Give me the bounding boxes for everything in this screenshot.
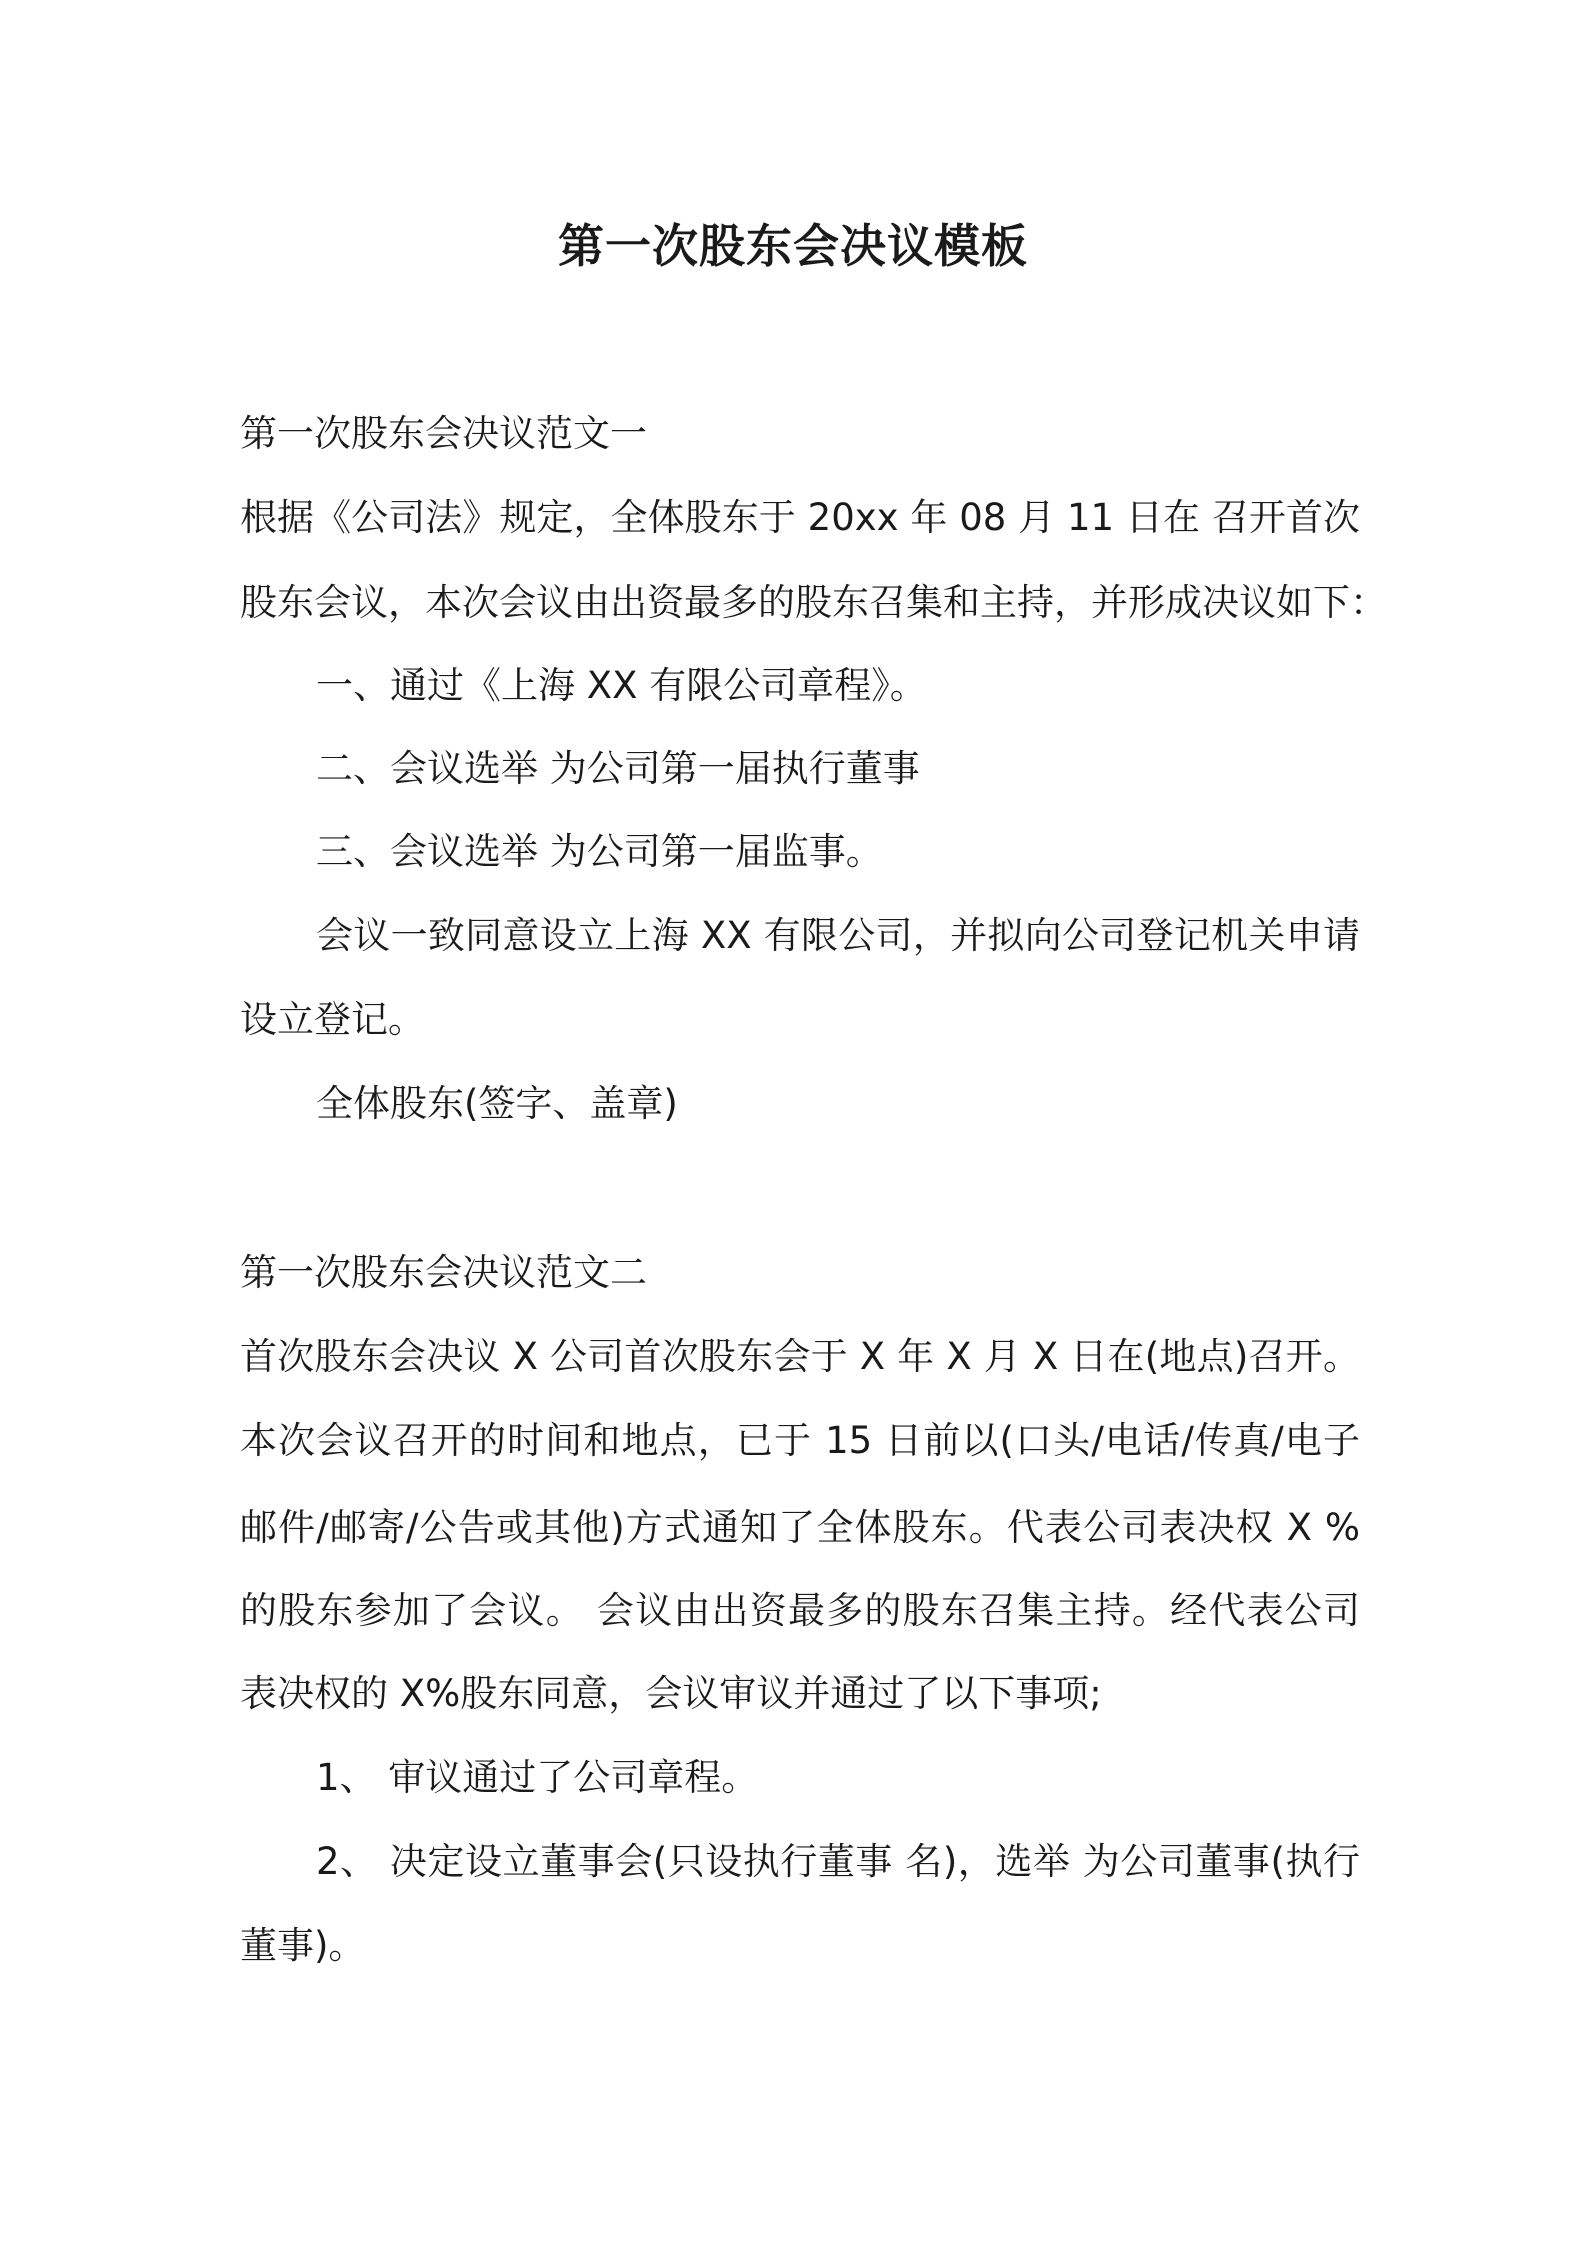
section1-agree-line1: 会议一致同意设立上海 XX 有限公司，并拟向公司登记机关申请	[316, 914, 1360, 957]
section1-heading: 第一次股东会决议范文一	[240, 412, 647, 455]
section2-item1: 1、 审议通过了公司章程。	[316, 1756, 759, 1799]
section2-item2-line2: 董事)。	[240, 1924, 366, 1967]
document-title: 第一次股东会决议模板	[558, 219, 1028, 273]
section2-line3: 邮件/邮寄/公告或其他)方式通知了全体股东。代表公司表决权 X %	[240, 1506, 1360, 1549]
section2-heading: 第一次股东会决议范文二	[240, 1251, 647, 1294]
section1-agree-line2: 设立登记。	[240, 998, 425, 1041]
section2-item2-line1: 2、 决定设立董事会(只设执行董事 名)，选举 为公司董事(执行	[316, 1840, 1360, 1883]
section2-line4: 的股东参加了会议。 会议由出资最多的股东召集主持。经代表公司	[240, 1589, 1360, 1632]
section2-line2: 本次会议召开的时间和地点，已于 15 日前以(口头/电话/传真/电子	[240, 1419, 1360, 1462]
section2-line1: 首次股东会决议 X 公司首次股东会于 X 年 X 月 X 日在(地点)召开。	[240, 1335, 1360, 1378]
section1-intro-line1: 根据《公司法》规定，全体股东于 20xx 年 08 月 11 日在 召开首次	[240, 496, 1360, 539]
section1-item3: 三、会议选举 为公司第一届监事。	[316, 830, 883, 873]
section1-item1: 一、通过《上海 XX 有限公司章程》。	[316, 664, 927, 707]
section2-line5: 表决权的 X%股东同意，会议审议并通过了以下事项;	[240, 1672, 1102, 1715]
section1-signature: 全体股东(签字、盖章)	[316, 1082, 678, 1125]
section1-intro-line2: 股东会议，本次会议由出资最多的股东召集和主持，并形成决议如下：	[240, 581, 1387, 624]
section1-item2: 二、会议选举 为公司第一届执行董事	[316, 747, 920, 790]
